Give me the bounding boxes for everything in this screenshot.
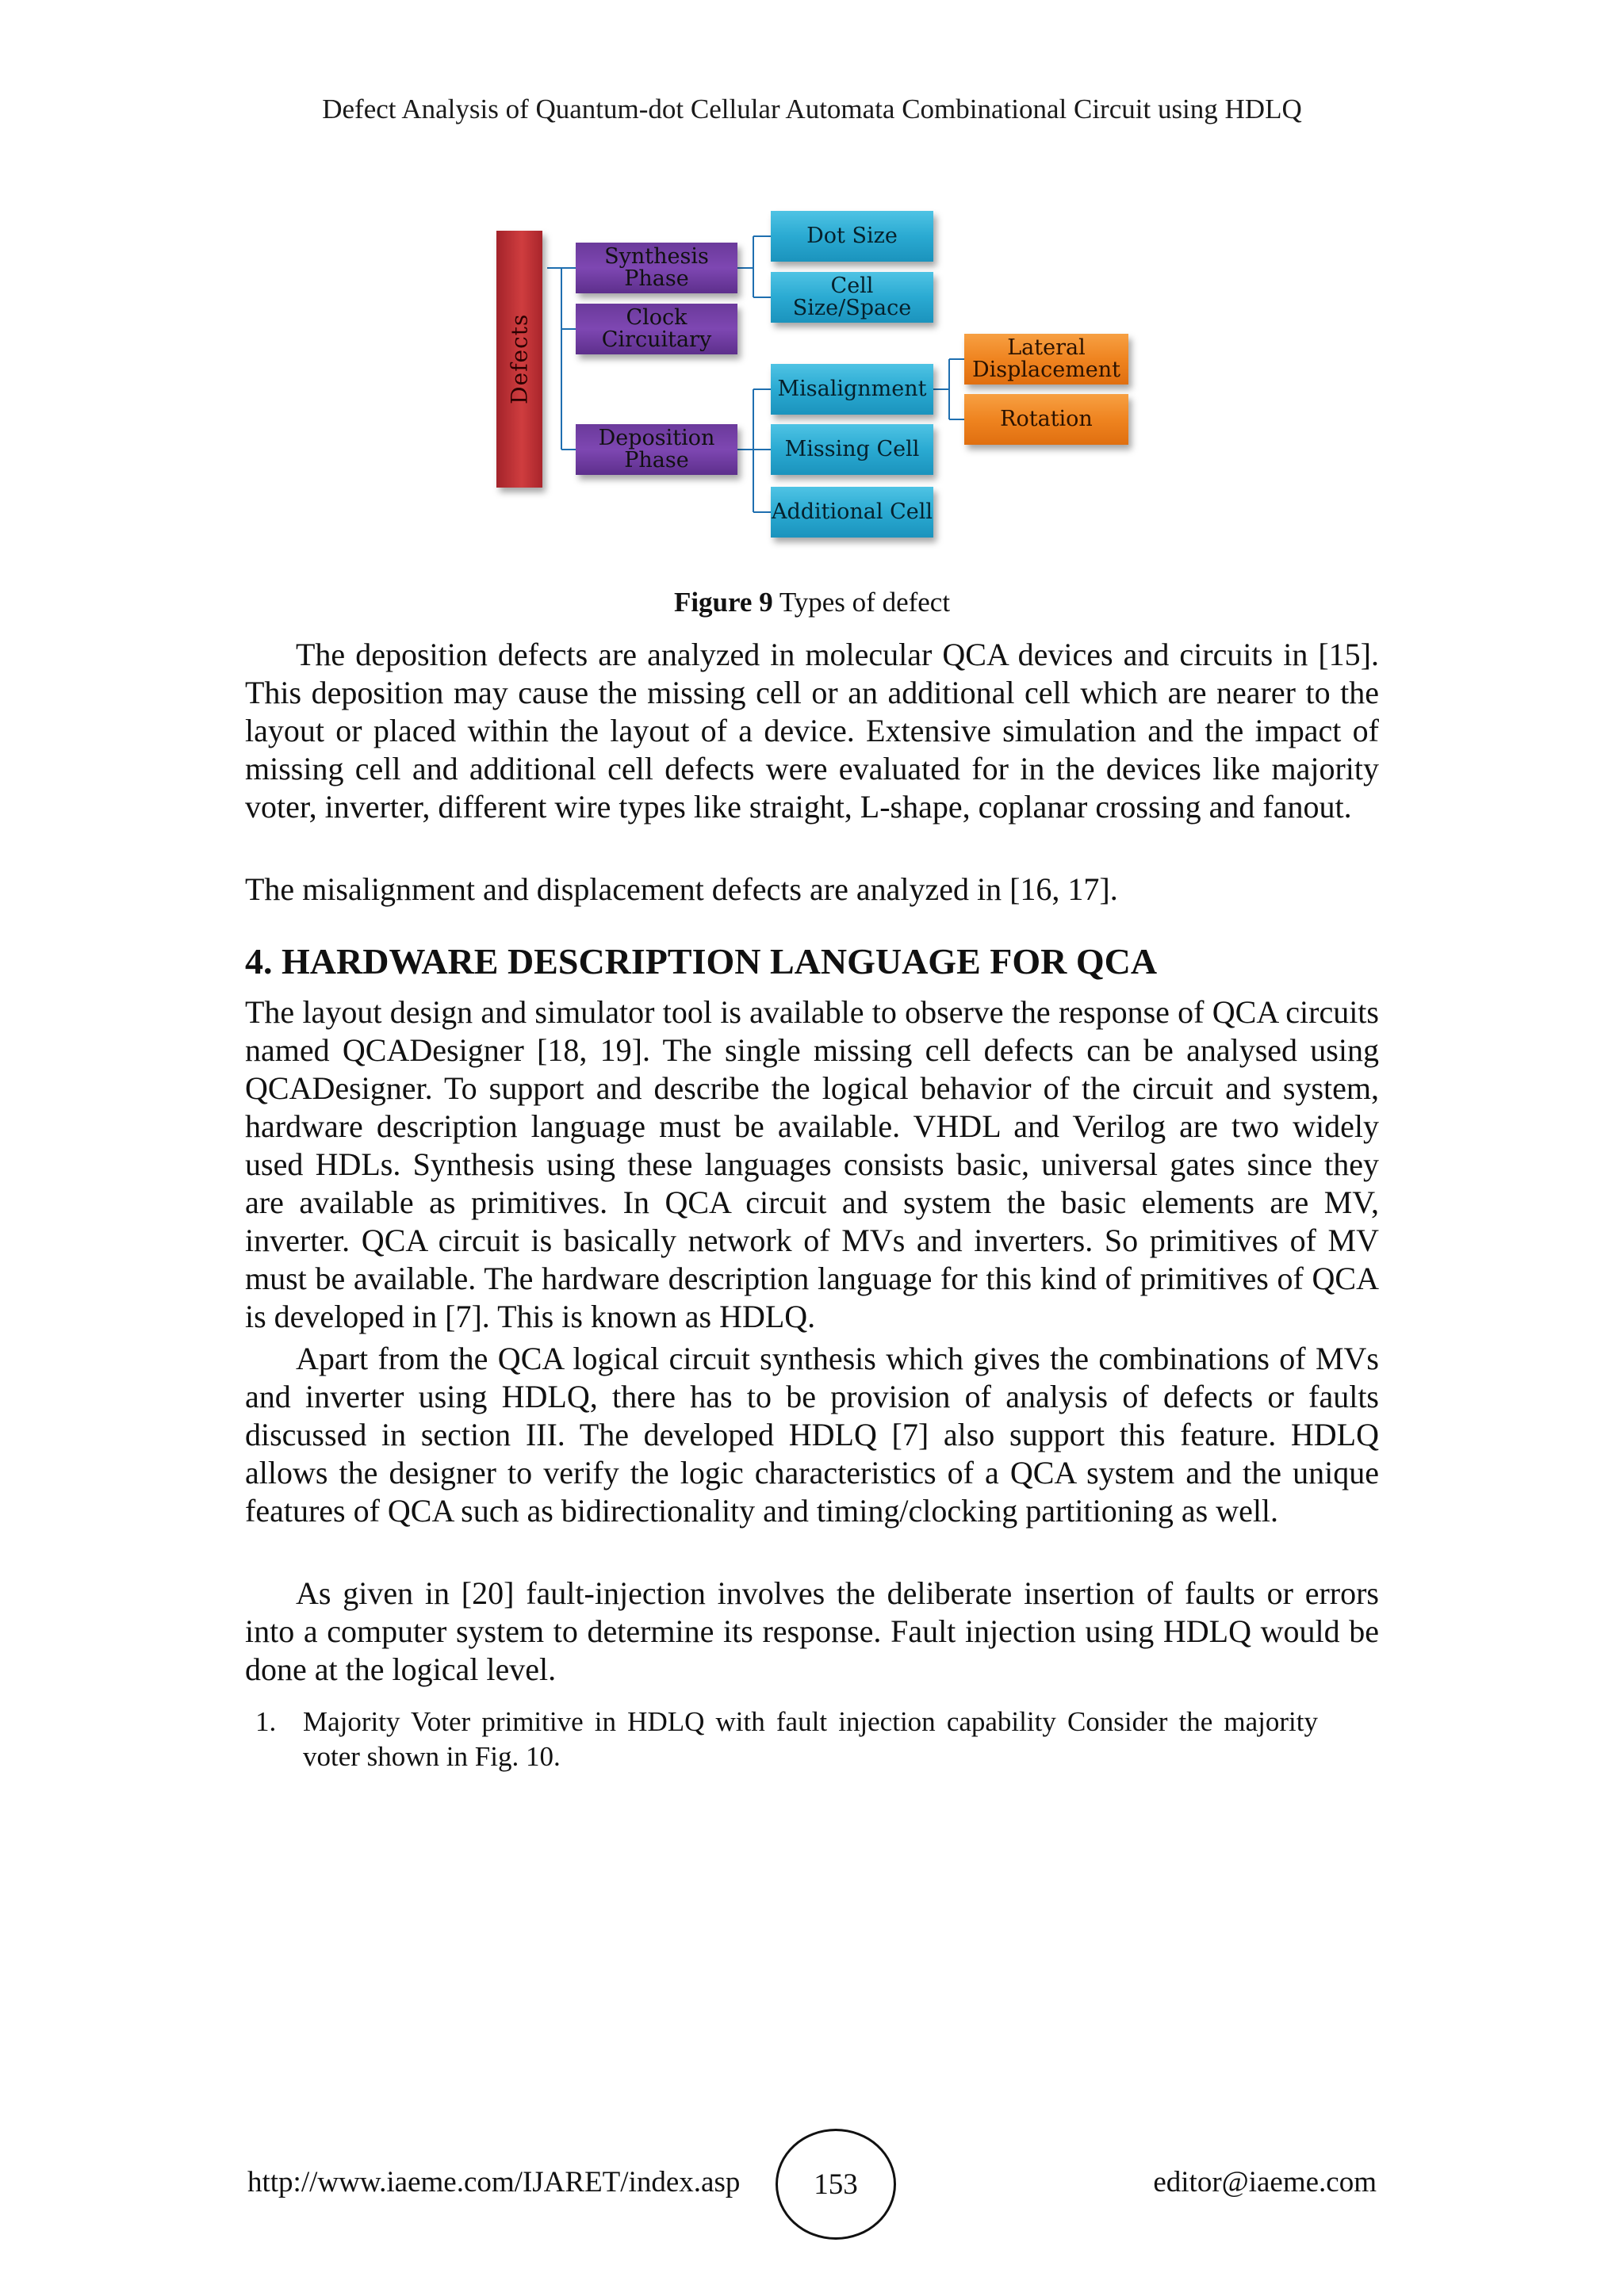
node-lateral-displacement: Lateral Displacement <box>964 334 1128 385</box>
connector-synthesis-trunk <box>737 236 753 297</box>
figure-caption-text: Types of defect <box>772 587 951 618</box>
node-defects-root <box>496 231 542 488</box>
paragraph-apart-from: Apart from the QCA logical circuit synthesis which gives the combinations of MVs and inverter using HDLQ, there has to be provision of analysis of defects or faults discussed in section III. The developed HDLQ [7] also support this feature. HDLQ allows the designer to verify the logic characteristics of a QCA system and the unique features of QCA such as bidirectionality and timing/clocking partitioning as well. <box>245 1341 1379 1529</box>
list-item-text: Majority Voter primitive in HDLQ with fault injection capability Consider the majority voter shown in Fig. 10. <box>303 1706 1318 1772</box>
node-rotation: Rotation <box>964 394 1128 445</box>
figure-caption-label: Figure 9 <box>673 587 773 618</box>
list-item <box>255 1705 1318 1774</box>
node-additional-cell: Additional Cell <box>771 487 933 538</box>
defect-types-diagram <box>0 0 1624 571</box>
footer-email-link[interactable]: editor@iaeme.com <box>1153 2166 1377 2198</box>
connector-deposition-trunk <box>737 389 753 512</box>
connector-root-trunk <box>547 268 561 450</box>
paragraph-layout-design: The layout design and simulator tool is available to observe the response of QCA circuits named QCADesigner [18, 19]. The single missing cell defects can be analysed using QCADesigner. To support and describe the logical behavior of the circuit and system, hardware description language must be available. VHDL and Verilog are two widely used HDLs. Synthesis using these languages consists basic, universal gates since they are available as primitives. In QCA circuit and system the basic elements are MV, inverter. QCA circuit is basically network of MVs and inverters. So primitives of MV must be available. The hardware description language for this kind of primitives of QCA is developed in [7]. This is known as HDLQ. <box>245 994 1379 1334</box>
figure-caption <box>0 587 1624 618</box>
node-clock-circuitary: Clock Circuitary <box>576 304 737 354</box>
node-deposition-phase: Deposition Phase <box>576 424 737 475</box>
paragraph-misalignment: The misalignment and displacement defects are analyzed in [16, 17]. <box>245 871 1118 907</box>
page-number: 153 <box>776 2129 896 2240</box>
node-synthesis-phase: Synthesis Phase <box>576 243 737 293</box>
node-missing-cell: Missing Cell <box>771 424 933 475</box>
node-defects-label: Defects <box>506 313 533 405</box>
list-item-number: 1. <box>255 1706 277 1737</box>
node-misalignment: Misalignment <box>771 364 933 415</box>
node-dot-size: Dot Size <box>771 211 933 262</box>
paragraph-deposition-defects: The deposition defects are analyzed in molecular QCA devices and circuits in [15]. This deposition may cause the missing cell or an additional cell which are nearer to the layout or placed within the layout of a device. Extensive simulation and the impact of missing cell and additional cell defects were evaluated for in the devices like majority voter, inverter, different wire types like straight, L-shape, coplanar crossing and fanout. <box>245 637 1379 825</box>
section-heading: 4. HARDWARE DESCRIPTION LANGUAGE FOR QCA <box>245 941 1158 982</box>
paragraph-fault-injection: As given in [20] fault-injection involves the deliberate insertion of faults or errors into a computer system to determine its response. Fault injection using HDLQ would be done at the logical level. <box>245 1575 1379 1687</box>
footer-url-link[interactable]: http://www.iaeme.com/IJARET/index.asp <box>247 2166 741 2198</box>
running-head: Defect Analysis of Quantum-dot Cellular Automata Combinational Circuit using HDLQ <box>322 94 1302 124</box>
node-cell-size-space: Cell Size/Space <box>771 272 933 323</box>
connector-misalignment-trunk <box>933 359 949 419</box>
